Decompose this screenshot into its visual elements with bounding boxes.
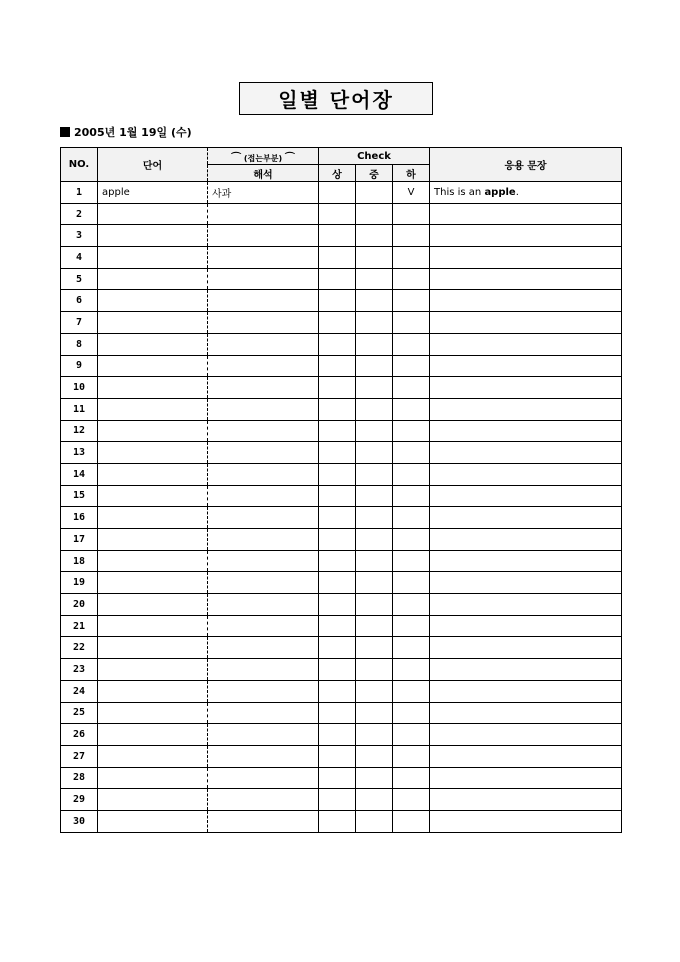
meaning-cell [208,615,319,637]
meaning-cell: 사과 [208,182,319,204]
check-high-cell [319,355,356,377]
row-number: 25 [61,702,98,724]
meaning-cell [208,767,319,789]
check-mid-cell [356,420,393,442]
sentence-cell [430,702,622,724]
sentence-cell [430,268,622,290]
check-high-cell [319,507,356,529]
table-row [61,789,622,811]
check-low-cell [393,615,430,637]
check-high-cell [319,659,356,681]
check-high-cell [319,550,356,572]
check-high-cell [319,767,356,789]
meaning-cell [208,355,319,377]
check-low-cell [393,268,430,290]
word-cell [98,810,208,832]
row-number: 19 [61,572,98,594]
row-number: 23 [61,659,98,681]
row-number: 22 [61,637,98,659]
check-mid-cell [356,702,393,724]
sentence-cell [430,442,622,464]
date-line [60,124,192,140]
check-high-cell [319,182,356,204]
check-high-cell [319,810,356,832]
row-number: 18 [61,550,98,572]
sentence-cell [430,745,622,767]
sentence-cell [430,420,622,442]
check-low-cell [393,724,430,746]
check-low-cell [393,745,430,767]
check-low-cell [393,507,430,529]
word-cell [98,268,208,290]
meaning-cell [208,724,319,746]
check-mid-cell [356,247,393,269]
table-row [61,529,622,551]
meaning-cell [208,572,319,594]
row-number: 26 [61,724,98,746]
check-mid-cell [356,290,393,312]
table-row [61,333,622,355]
row-number: 5 [61,268,98,290]
word-cell [98,572,208,594]
check-low-cell [393,398,430,420]
sentence-cell [430,615,622,637]
sentence-cell [430,290,622,312]
word-cell [98,355,208,377]
check-high-cell [319,615,356,637]
meaning-cell [208,485,319,507]
fold-left-icon: ⌒ [231,152,242,164]
table-row [61,268,622,290]
sentence-cell [430,724,622,746]
check-high-cell [319,745,356,767]
check-high-cell [319,637,356,659]
word-cell [98,225,208,247]
row-number: 28 [61,767,98,789]
check-mid-cell [356,398,393,420]
check-high-cell [319,398,356,420]
row-number: 20 [61,594,98,616]
check-high-cell [319,203,356,225]
check-high-cell [319,485,356,507]
check-low-cell [393,572,430,594]
row-number: 29 [61,789,98,811]
check-mid-cell [356,745,393,767]
table-row [61,572,622,594]
sentence-text: This is an [434,186,485,198]
meaning-cell [208,702,319,724]
word-cell [98,680,208,702]
meaning-cell [208,398,319,420]
check-low-cell [393,789,430,811]
check-high-cell [319,594,356,616]
table-row [61,420,622,442]
word-cell [98,550,208,572]
check-high-cell [319,724,356,746]
check-low-cell [393,529,430,551]
check-mid-cell [356,507,393,529]
meaning-cell [208,789,319,811]
row-number: 27 [61,745,98,767]
check-high-cell [319,572,356,594]
meaning-cell [208,463,319,485]
check-mid-cell [356,529,393,551]
sentence-cell [430,203,622,225]
sentence-cell [430,333,622,355]
table-row [61,247,622,269]
check-mid-cell [356,203,393,225]
check-mid-cell [356,463,393,485]
word-cell [98,247,208,269]
check-mid-cell [356,789,393,811]
sentence-cell [430,789,622,811]
check-mid-cell [356,442,393,464]
check-high-cell [319,702,356,724]
meaning-cell [208,420,319,442]
check-mid-cell [356,724,393,746]
word-cell [98,594,208,616]
meaning-cell [208,637,319,659]
row-number: 8 [61,333,98,355]
fold-right-icon: ⌒ [284,152,295,164]
check-mid-cell [356,594,393,616]
row-number: 16 [61,507,98,529]
vocabulary-table [60,147,622,833]
word-cell: apple [98,182,208,204]
check-mid-cell [356,637,393,659]
meaning-cell [208,507,319,529]
row-number: 12 [61,420,98,442]
header-sentence: 응용 문장 [430,148,622,182]
header-row-top [61,148,622,165]
table-row [61,463,622,485]
table-row [61,398,622,420]
check-low-cell [393,225,430,247]
check-low-cell [393,463,430,485]
word-cell [98,420,208,442]
meaning-cell [208,247,319,269]
meaning-cell [208,594,319,616]
check-low-cell [393,702,430,724]
check-mid-cell [356,355,393,377]
fold-label: (접는부분) [243,153,283,163]
check-low-cell [393,550,430,572]
header-mid: 중 [356,165,393,182]
row-number: 1 [61,182,98,204]
sentence-cell [430,767,622,789]
meaning-cell [208,745,319,767]
table-row [61,290,622,312]
check-low-cell [393,312,430,334]
sentence-end: . [515,186,519,198]
check-high-cell [319,312,356,334]
row-number: 6 [61,290,98,312]
table-row [61,745,622,767]
word-cell [98,789,208,811]
table-row [61,485,622,507]
check-low-cell [393,420,430,442]
table-row [61,355,622,377]
check-high-cell [319,529,356,551]
row-number: 10 [61,377,98,399]
check-mid-cell [356,572,393,594]
meaning-cell [208,529,319,551]
word-cell [98,333,208,355]
check-high-cell [319,290,356,312]
check-low-cell [393,680,430,702]
word-cell [98,398,208,420]
check-mid-cell [356,767,393,789]
sentence-cell [430,485,622,507]
table-row [61,442,622,464]
meaning-cell [208,550,319,572]
row-number: 14 [61,463,98,485]
check-mid-cell [356,810,393,832]
check-low-cell [393,290,430,312]
table-row [61,724,622,746]
word-cell [98,702,208,724]
meaning-cell [208,268,319,290]
sentence-cell [430,225,622,247]
row-number: 15 [61,485,98,507]
sentence-cell [430,529,622,551]
check-low-cell [393,377,430,399]
table-row [61,203,622,225]
table-row [61,550,622,572]
table-row [61,312,622,334]
check-high-cell [319,442,356,464]
check-low-cell [393,637,430,659]
meaning-cell [208,442,319,464]
header-high: 상 [319,165,356,182]
check-high-cell [319,268,356,290]
check-low-cell [393,659,430,681]
check-low-cell [393,442,430,464]
sentence-cell [430,247,622,269]
sentence-cell [430,398,622,420]
row-number: 11 [61,398,98,420]
check-mid-cell [356,485,393,507]
table-row [61,507,622,529]
sentence-cell [430,810,622,832]
header-word: 단어 [98,148,208,182]
word-cell [98,724,208,746]
sentence-cell [430,182,622,204]
row-number: 9 [61,355,98,377]
check-mid-cell [356,680,393,702]
table-row [61,767,622,789]
square-bullet-icon [60,127,70,137]
check-high-cell [319,247,356,269]
meaning-cell [208,225,319,247]
sentence-cell [430,637,622,659]
sentence-cell [430,507,622,529]
meaning-cell [208,659,319,681]
word-cell [98,767,208,789]
check-mid-cell [356,182,393,204]
check-high-cell [319,680,356,702]
check-mid-cell [356,333,393,355]
check-high-cell [319,225,356,247]
meaning-cell [208,377,319,399]
header-meaning: 해석 [208,165,319,182]
header-low: 하 [393,165,430,182]
table-row [61,594,622,616]
table-row [61,702,622,724]
check-low-cell [393,355,430,377]
word-cell [98,377,208,399]
page-title: 일별 단어장 [239,82,433,115]
check-high-cell [319,420,356,442]
check-mid-cell [356,377,393,399]
word-cell [98,203,208,225]
word-cell [98,659,208,681]
check-low-cell [393,810,430,832]
word-cell [98,290,208,312]
header-no: NO. [61,148,98,182]
check-low-cell [393,485,430,507]
word-cell [98,442,208,464]
table-row [61,810,622,832]
row-number: 13 [61,442,98,464]
word-cell [98,485,208,507]
meaning-cell [208,312,319,334]
table-row [61,615,622,637]
check-low-cell [393,767,430,789]
table-row [61,637,622,659]
row-number: 30 [61,810,98,832]
row-number: 21 [61,615,98,637]
check-high-cell [319,789,356,811]
row-number: 17 [61,529,98,551]
word-cell [98,463,208,485]
table-row [61,225,622,247]
check-low-cell [393,333,430,355]
word-cell [98,312,208,334]
word-cell [98,637,208,659]
word-cell [98,745,208,767]
check-mid-cell [356,268,393,290]
table-row [61,377,622,399]
row-number: 24 [61,680,98,702]
sentence-cell [430,572,622,594]
check-low-cell [393,594,430,616]
row-number: 7 [61,312,98,334]
date-text: 2005년 1월 19일 (수) [74,126,192,139]
meaning-cell [208,680,319,702]
meaning-cell [208,290,319,312]
table-row [61,680,622,702]
sentence-cell [430,659,622,681]
meaning-cell [208,333,319,355]
row-number: 2 [61,203,98,225]
sentence-cell [430,463,622,485]
header-check: Check [319,148,430,165]
check-mid-cell [356,550,393,572]
sentence-keyword: apple [484,186,516,198]
header-fold [208,148,319,165]
sentence-cell [430,550,622,572]
check-mid-cell [356,225,393,247]
table-row [61,182,622,204]
check-low-cell: V [393,182,430,204]
table-body [61,182,622,833]
meaning-cell [208,203,319,225]
check-low-cell [393,203,430,225]
check-mid-cell [356,659,393,681]
table-row [61,659,622,681]
sentence-cell [430,680,622,702]
sentence-cell [430,312,622,334]
check-high-cell [319,377,356,399]
sentence-cell [430,377,622,399]
check-mid-cell [356,312,393,334]
check-mid-cell [356,615,393,637]
row-number: 3 [61,225,98,247]
word-cell [98,507,208,529]
sentence-cell [430,594,622,616]
word-cell [98,615,208,637]
meaning-cell [208,810,319,832]
check-high-cell [319,463,356,485]
check-high-cell [319,333,356,355]
row-number: 4 [61,247,98,269]
word-cell [98,529,208,551]
check-low-cell [393,247,430,269]
sentence-cell [430,355,622,377]
